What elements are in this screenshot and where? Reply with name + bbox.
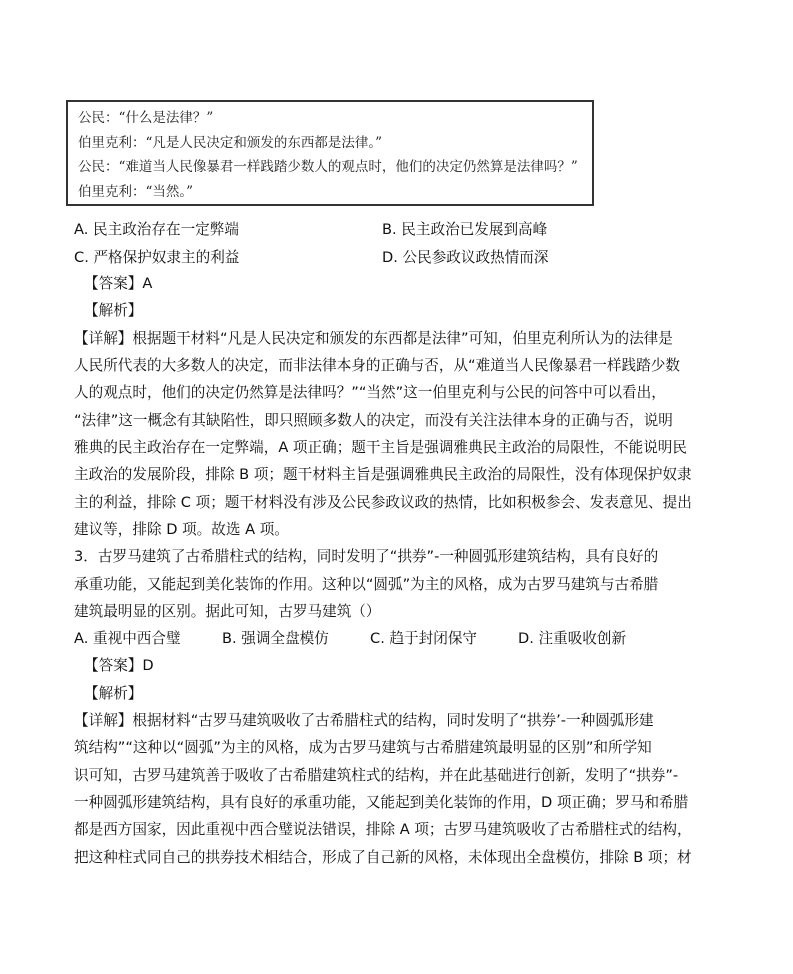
q2-detail-line: 人民所代表的大多数人的决定，而非法律本身的正确与否，从“难道当人民像暴君一样践踏少数	[74, 357, 680, 374]
q2-option-d: D. 公民参政议政热情而深	[382, 249, 549, 266]
q3-detail-line: 一种圆弧形建筑结构，具有良好的承重功能，又能起到美化装饰的作用，D 项正确；罗马和希腊	[74, 794, 689, 811]
q2-detail-line: 【详解】根据题干材料“凡是人民决定和颁发的东西都是法律”可知，伯里克利所认为的法律是	[74, 330, 673, 347]
q3-detail-line: 识可知，古罗马建筑善于吸收了古希腊建筑柱式的结构，并在此基础进行创新，发明了“拱券”-	[74, 767, 679, 784]
q3-answer: 【答案】D	[84, 657, 154, 674]
q2-analysis-heading: 【解析】	[84, 302, 143, 319]
q2-option-c: C. 严格保护奴隶主的利益	[74, 249, 240, 266]
q3-analysis-heading: 【解析】	[84, 685, 143, 702]
quote-line: 公民：“难道当人民像暴君一样践踏少数人的观点时，他们的决定仍然算是法律吗？”	[78, 159, 578, 175]
q3-detail-line: 筑结构”“这种以“圆弧”为主的风格，成为古罗马建筑与古希腊建筑最明显的区别”和所学知	[74, 739, 652, 756]
q2-detail-line: 人的观点时，他们的决定仍然算是法律吗？”“当然”这一伯里克利与公民的问答中可以看出，	[74, 384, 666, 401]
q3-option-a: A. 重视中西合璧	[74, 630, 181, 647]
q2-detail-line: 建议等，排除 D 项。故选 A 项。	[74, 521, 289, 538]
q2-answer: 【答案】A	[84, 275, 153, 292]
q2-detail-line: 主政治的发展阶段，排除 B 项；题干材料主旨是强调雅典民主政治的局限性，没有体现保护奴隶	[74, 466, 692, 483]
quote-line: 伯里克利：“凡是人民决定和颁发的东西都是法律。”	[78, 134, 383, 151]
quote-line: 伯里克利：“当然。”	[78, 183, 194, 200]
q3-option-c: C. 趋于封闭保守	[370, 630, 478, 647]
q2-detail-line: 主的利益，排除 C 项；题干材料没有涉及公民参政议政的热情，比如积极参会、发表意见、提出	[74, 494, 692, 511]
q3-detail-line: 都是西方国家，因此重视中西合璧说法错误，排除 A 项；古罗马建筑吸收了古希腊柱式的结构，	[74, 821, 692, 838]
q3-stem-line: 承重功能，又能起到美化装饰的作用。这种以“圆弧”为主的风格，成为古罗马建筑与古希腊	[74, 576, 659, 593]
q3-detail-line: 【详解】根据材料“古罗马建筑吸收了古希腊柱式的结构，同时发明了“拱券’-一种圆弧形建	[74, 712, 654, 729]
q3-option-b: B. 强调全盘模仿	[222, 630, 329, 647]
q2-detail-line: “法律”这一概念有其缺陷性，即只照顾多数人的决定，而没有关注法律本身的正确与否，说明	[74, 412, 673, 429]
q3-stem-line: 建筑最明显的区别。据此可知，古罗马建筑（）	[74, 603, 381, 620]
q2-detail-line: 雅典的民主政治存在一定弊端，A 项正确；题干主旨是强调雅典民主政治的局限性，不能说明民	[74, 439, 687, 456]
q3-stem-line: 3．古罗马建筑了古希腊柱式的结构，同时发明了“拱券”-一种圆弧形建筑结构，具有良好的	[74, 548, 659, 565]
quote-box	[66, 100, 594, 206]
q3-option-d: D. 注重吸收创新	[518, 630, 627, 647]
quote-line: 公民：“什么是法律？”	[78, 110, 214, 126]
q2-option-b: B. 民主政治已发展到高峰	[382, 221, 548, 238]
q3-detail-line: 把这种柱式同自己的拱券技术相结合，形成了自己新的风格，未体现出全盘模仿，排除 B 项；材	[74, 849, 692, 866]
q2-option-a: A. 民主政治存在一定弊端	[74, 221, 239, 238]
